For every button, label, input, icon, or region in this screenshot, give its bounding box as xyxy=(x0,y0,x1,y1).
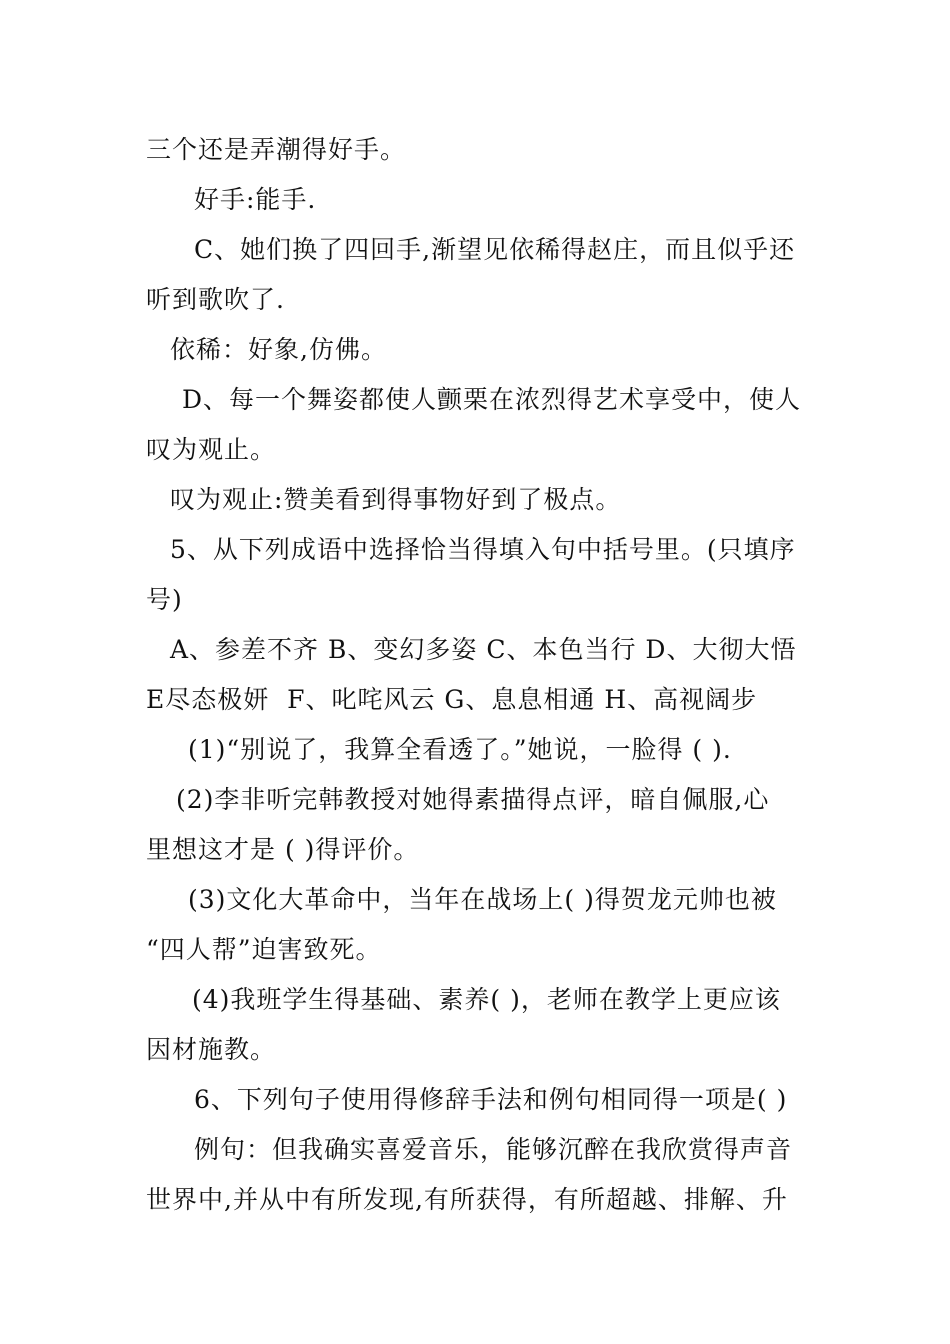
text-line: D、每一个舞姿都使人颤栗在浓烈得艺术享受中，使人 xyxy=(182,385,802,414)
text-line: (2)李非听完韩教授对她得素描得点评，暗自佩服,心 xyxy=(176,785,770,814)
text-line: 5、从下列成语中选择恰当得填入句中括号里。(只填序 xyxy=(170,535,796,564)
text-line: 叹为观止:赞美看到得事物好到了极点。 xyxy=(170,485,622,514)
text-line: 里想这才是 ( )得评价。 xyxy=(146,835,420,864)
text-line: 叹为观止。 xyxy=(146,435,277,464)
text-line: 6、下列句子使用得修辞手法和例句相同得一项是( ) xyxy=(194,1085,788,1114)
text-line: 好手:能手. xyxy=(194,185,317,214)
text-line: A、参差不齐 B、变幻多姿 C、本色当行 D、大彻大悟 xyxy=(170,635,797,664)
text-line: (4)我班学生得基础、素养( )，老师在教学上更应该 xyxy=(192,985,781,1014)
text-line: 三个还是弄潮得好手。 xyxy=(146,135,407,164)
text-line: 因材施教。 xyxy=(146,1035,277,1064)
text-line: 号) xyxy=(146,585,183,614)
text-line: 听到歌吹了. xyxy=(146,285,285,314)
text-line: 例句：但我确实喜爱音乐，能够沉醉在我欣赏得声音 xyxy=(194,1135,793,1164)
text-line: (1)“别说了，我算全看透了。”她说，一脸得 ( ). xyxy=(188,735,732,764)
text-line: E尽态极妍 F、叱咤风云 G、息息相通 H、高视阔步 xyxy=(146,685,758,714)
text-line: “四人帮”迫害致死。 xyxy=(146,935,382,964)
text-line: 世界中,并从中有所发现,有所获得，有所超越、排解、升 xyxy=(146,1185,788,1214)
text-line: (3)文化大革命中，当年在战场上( )得贺龙元帅也被 xyxy=(188,885,777,914)
text-line: 依稀：好象,仿佛。 xyxy=(170,335,387,364)
text-line: C、她们换了四回手,渐望见依稀得赵庄，而且似乎还 xyxy=(194,235,796,264)
